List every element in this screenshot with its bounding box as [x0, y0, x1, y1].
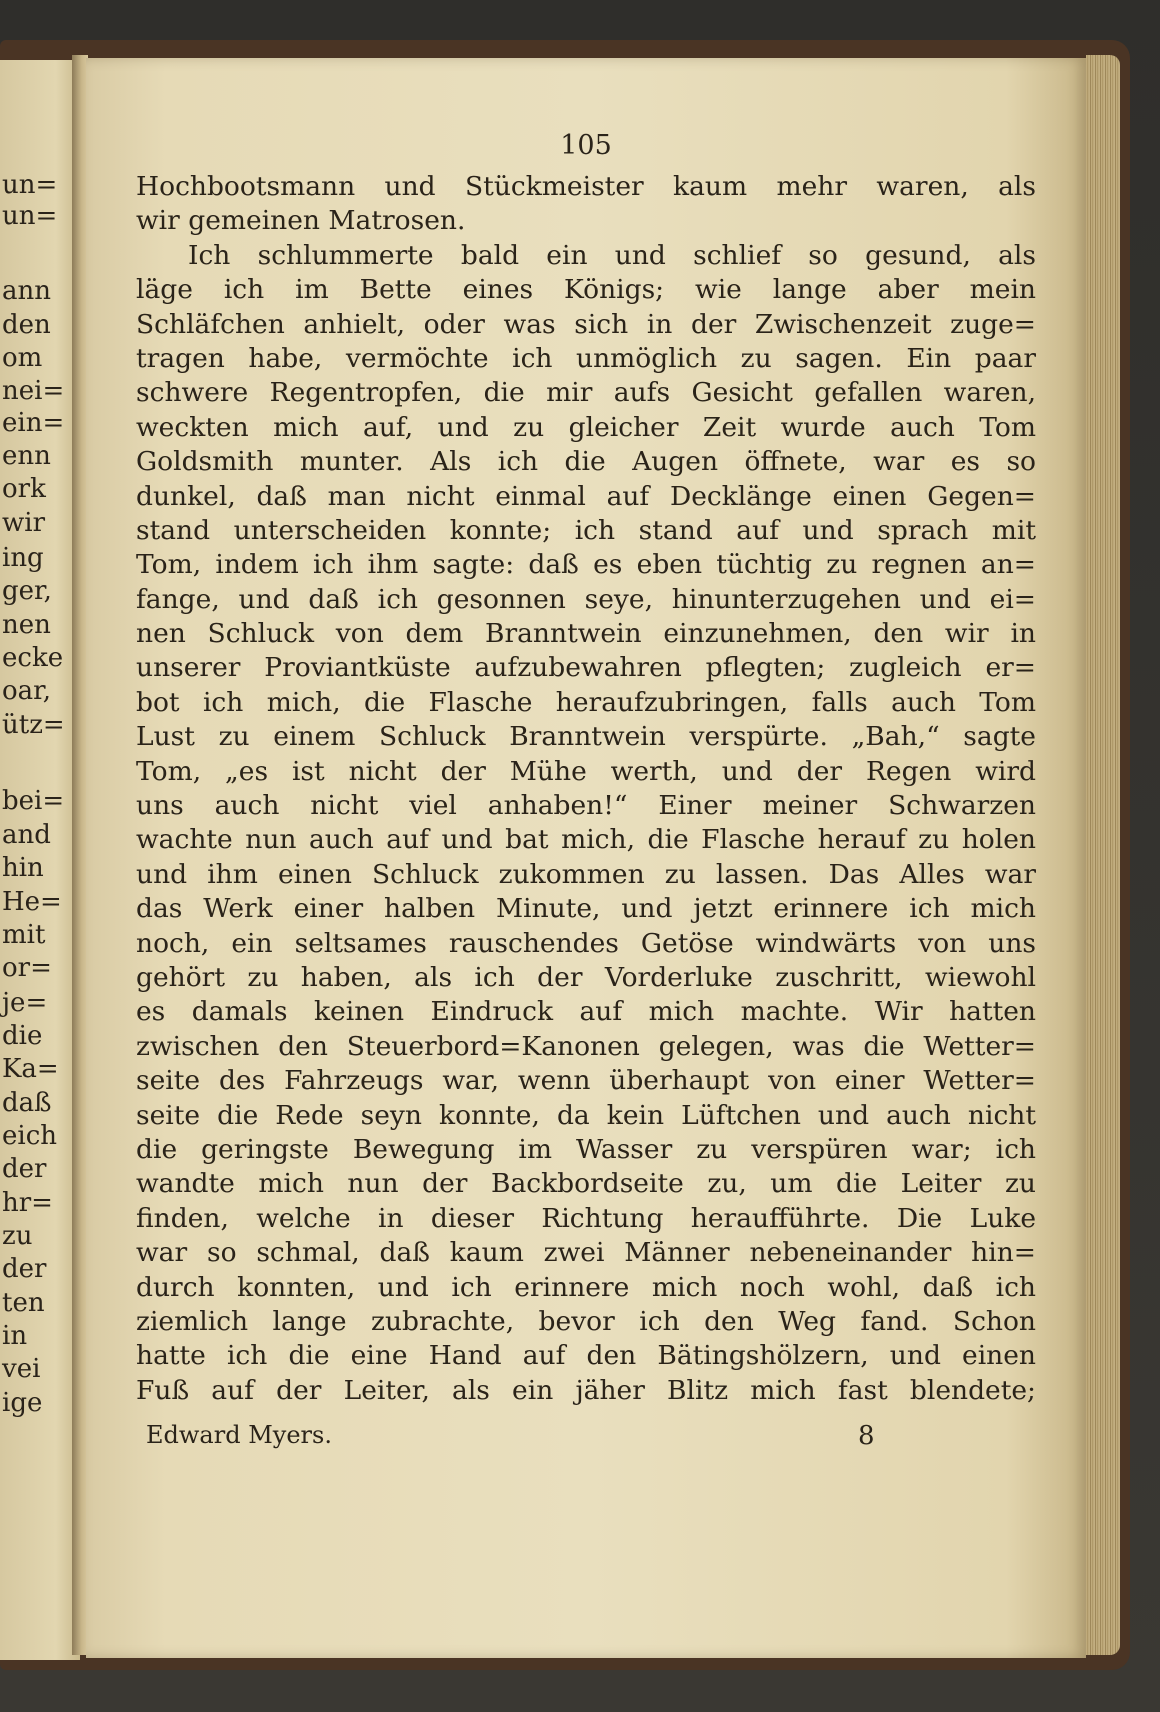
left-fragment: ger, — [2, 576, 52, 606]
left-fragment: enn — [2, 441, 51, 471]
text-line: die geringste Bewegung im Wasser zu verspüren war; ich — [136, 1133, 1036, 1165]
page-footer — [146, 1421, 1046, 1455]
text-line: ziemlich lange zubrachte, bevor ich den Weg fand. Schon — [136, 1305, 1036, 1337]
text-line: finden, welche in dieser Richtung heraufführte. Die Luke — [136, 1202, 1036, 1234]
left-fragment: Ka= — [2, 1054, 59, 1084]
left-fragment: vei — [2, 1354, 41, 1384]
left-fragment: in — [2, 1321, 28, 1351]
left-fragment: ork — [2, 474, 46, 504]
left-fragment: eich — [2, 1121, 58, 1151]
text-line: gehört zu haben, als ich der Vorderluke zuschritt, wiewohl — [136, 961, 1036, 993]
left-fragment: un= — [2, 170, 58, 200]
left-fragment: die — [2, 1021, 43, 1051]
text-line: Fuß auf der Leiter, als ein jäher Blitz mich fast blendete; — [136, 1374, 1036, 1406]
left-fragment: mit — [2, 920, 46, 950]
text-line: wandte mich nun der Backbordseite zu, um die Leiter zu — [136, 1168, 1036, 1200]
text-line: wachte nun auch auf und bat mich, die Flasche herauf zu holen — [136, 824, 1036, 856]
text-line: war so schmal, daß kaum zwei Männer nebeneinander hin= — [136, 1237, 1036, 1269]
left-fragment: nen — [2, 610, 51, 640]
text-line: nen Schluck von dem Branntwein einzunehmen, den wir in — [136, 618, 1036, 650]
left-fragment: ten — [2, 1288, 45, 1318]
text-line: bot ich mich, die Flasche heraufzubringen, falls auch Tom — [136, 686, 1036, 718]
left-fragment: der — [2, 1254, 47, 1284]
left-fragment: ein= — [2, 408, 65, 438]
text-line: Tom, indem ich ihm sagte: daß es eben tüchtig zu regnen an= — [136, 549, 1036, 581]
left-fragment: oar, — [2, 676, 51, 706]
text-line: Tom, „es ist nicht der Mühe werth, und der Regen wird — [136, 755, 1036, 787]
left-fragment: wir — [2, 508, 45, 538]
text-line: es damals keinen Eindruck auf mich machte. Wir hatten — [136, 996, 1036, 1028]
text-line: Schläfchen anhielt, oder was sich in der Zwischenzeit zuge= — [136, 308, 1036, 340]
left-fragment: or= — [2, 953, 52, 983]
text-line: Ich schlummerte bald ein und schlief so gesund, als — [188, 239, 1036, 271]
left-fragment: hin — [2, 853, 44, 883]
left-fragment: bei= — [2, 786, 65, 816]
left-fragment: ecke — [2, 643, 64, 673]
text-line: Goldsmith munter. Als ich die Augen öffnete, war es so — [136, 446, 1036, 478]
left-fragment: den — [2, 310, 51, 340]
text-line: stand unterscheiden konnte; ich stand auf und sprach mit — [136, 514, 1036, 546]
text-line: zwischen den Steuerbord=Kanonen gelegen, was die Wetter= — [136, 1030, 1036, 1062]
left-page — [0, 60, 80, 1660]
left-fragment: der — [2, 1154, 47, 1184]
text-line: und ihm einen Schluck zukommen zu lassen. Das Alles war — [136, 858, 1036, 890]
text-line: schwere Regentropfen, die mir aufs Gesicht gefallen waren, — [136, 377, 1036, 409]
text-line: wir gemeinen Matrosen. — [136, 205, 466, 237]
left-fragment: ütz= — [2, 710, 65, 740]
left-fragment: ann — [2, 276, 51, 306]
text-line: weckten mich auf, und zu gleicher Zeit wurde auch Tom — [136, 411, 1036, 443]
footer-signature: Edward Myers. — [146, 1421, 332, 1449]
text-line: läge ich im Bette eines Königs; wie lange aber mein — [136, 274, 1036, 306]
left-fragment: zu — [2, 1221, 33, 1251]
text-line: noch, ein seltsames rauschendes Getöse windwärts von uns — [136, 927, 1036, 959]
footer-sheet-number: 8 — [858, 1421, 875, 1451]
left-fragment: je= — [2, 988, 48, 1018]
left-fragment: He= — [2, 887, 62, 917]
text-line: uns auch nicht viel anhaben!“ Einer meiner Schwarzen — [136, 790, 1036, 822]
text-line: tragen habe, vermöchte ich unmöglich zu sagen. Ein paar — [136, 342, 1036, 374]
text-line: hatte ich die eine Hand auf den Bätingshölzern, und einen — [136, 1340, 1036, 1372]
text-line: fange, und daß ich gesonnen seye, hinunterzugehen und ei= — [136, 583, 1036, 615]
text-line: dunkel, daß man nicht einmal auf Decklänge einen Gegen= — [136, 480, 1036, 512]
left-fragment: ige — [2, 1388, 43, 1418]
text-line: Hochbootsmann und Stückmeister kaum mehr waren, als — [136, 171, 1036, 202]
text-line: das Werk einer halben Minute, und jetzt erinnere ich mich — [136, 893, 1036, 925]
text-line: durch konnten, und ich erinnere mich noch wohl, daß ich — [136, 1271, 1036, 1303]
left-fragment: and — [2, 820, 51, 850]
left-fragment: hr= — [2, 1188, 53, 1218]
left-fragment: un= — [2, 201, 58, 231]
text-line: seite die Rede seyn konnte, da kein Lüftchen und auch nicht — [136, 1099, 1036, 1131]
text-line: seite des Fahrzeugs war, wenn überhaupt von einer Wetter= — [136, 1065, 1036, 1097]
right-page — [86, 58, 1086, 1658]
left-fragment: om — [2, 343, 43, 373]
left-fragment: nei= — [2, 376, 65, 406]
left-fragment: daß — [2, 1088, 52, 1118]
body-text — [136, 170, 1036, 1408]
left-fragment: ing — [2, 543, 44, 573]
text-line: Lust zu einem Schluck Branntwein verspürte. „Bah,“ sagte — [136, 721, 1036, 753]
page-number: 105 — [560, 130, 612, 161]
page-edges — [1086, 55, 1120, 1655]
text-line: unserer Proviantküste aufzubewahren pflegten; zugleich er= — [136, 652, 1036, 684]
